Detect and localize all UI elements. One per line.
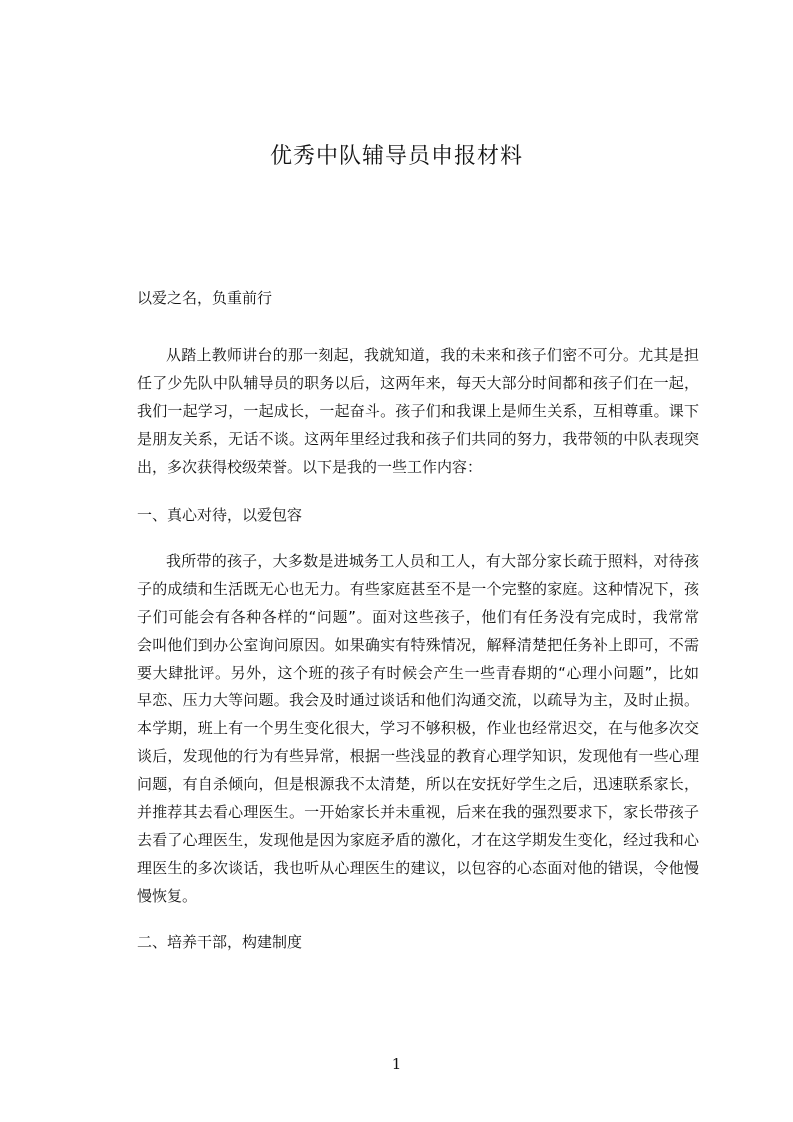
intro-line: 任了少先队中队辅导员的职务以后，这两年来，每天大部分时间都和孩子们在一起， bbox=[137, 374, 699, 392]
paragraph-line: 本学期，班上有一个男生变化很大，学习不够积极，作业也经常迟交，在与他多次交 bbox=[137, 719, 699, 737]
document-title: 优秀中队辅导员申报材料 bbox=[269, 144, 523, 169]
paragraph-line: 问题，有自杀倾向，但是根源我不太清楚，所以在安抚好学生之后，迅速联系家长， bbox=[137, 775, 699, 793]
paragraph-line: 要大肆批评。另外，这个班的孩子有时候会产生一些青春期的“心理小问题”，比如 bbox=[137, 664, 699, 682]
paragraph-line: 谈后，发现他的行为有些异常，根据一些浅显的教育心理学知识，发现他有一些心理 bbox=[137, 747, 699, 765]
paragraph-line: 慢恢复。 bbox=[137, 887, 198, 905]
paragraph-line: 并推荐其去看心理医生。一开始家长并未重视，后来在我的强烈要求下，家长带孩子 bbox=[137, 803, 699, 821]
paragraph-line: 子们可能会有各种各样的“问题”。面对这些孩子，他们有任务没有完成时，我常常 bbox=[137, 608, 699, 626]
paragraph-line: 会叫他们到办公室询问原因。如果确实有特殊情况，解释清楚把任务补上即可，不需 bbox=[137, 636, 699, 654]
intro-line: 是朋友关系，无话不谈。这两年里经过我和孩子们共同的努力，我带领的中队表现突 bbox=[137, 430, 699, 448]
paragraph-line: 我所带的孩子，大多数是进城务工人员和工人，有大部分家长疏于照料，对待孩 bbox=[166, 552, 699, 570]
section-heading: 二、培养干部，构建制度 bbox=[137, 933, 303, 951]
paragraph-line: 早恋、压力大等问题。我会及时通过谈话和他们沟通交流，以疏导为主，及时止损。 bbox=[137, 691, 699, 709]
intro-line: 从踏上教师讲台的那一刻起，我就知道，我的未来和孩子们密不可分。尤其是担 bbox=[166, 346, 699, 364]
page-number: 1 bbox=[391, 1055, 402, 1073]
paragraph-line: 理医生的多次谈话，我也听从心理医生的建议，以包容的心态面对他的错误，令他慢 bbox=[137, 859, 699, 877]
document-subtitle: 以爱之名，负重前行 bbox=[137, 289, 273, 307]
intro-line: 我们一起学习，一起成长，一起奋斗。孩子们和我课上是师生关系，互相尊重。课下 bbox=[137, 402, 699, 420]
paragraph-line: 子的成绩和生活既无心也无力。有些家庭甚至不是一个完整的家庭。这种情况下，孩 bbox=[137, 580, 699, 598]
intro-line: 出，多次获得校级荣誉。以下是我的一些工作内容： bbox=[137, 458, 483, 476]
paragraph-line: 去看了心理医生，发现他是因为家庭矛盾的激化，才在这学期发生变化，经过我和心 bbox=[137, 831, 699, 849]
section-heading: 一、真心对待，以爱包容 bbox=[137, 506, 303, 524]
